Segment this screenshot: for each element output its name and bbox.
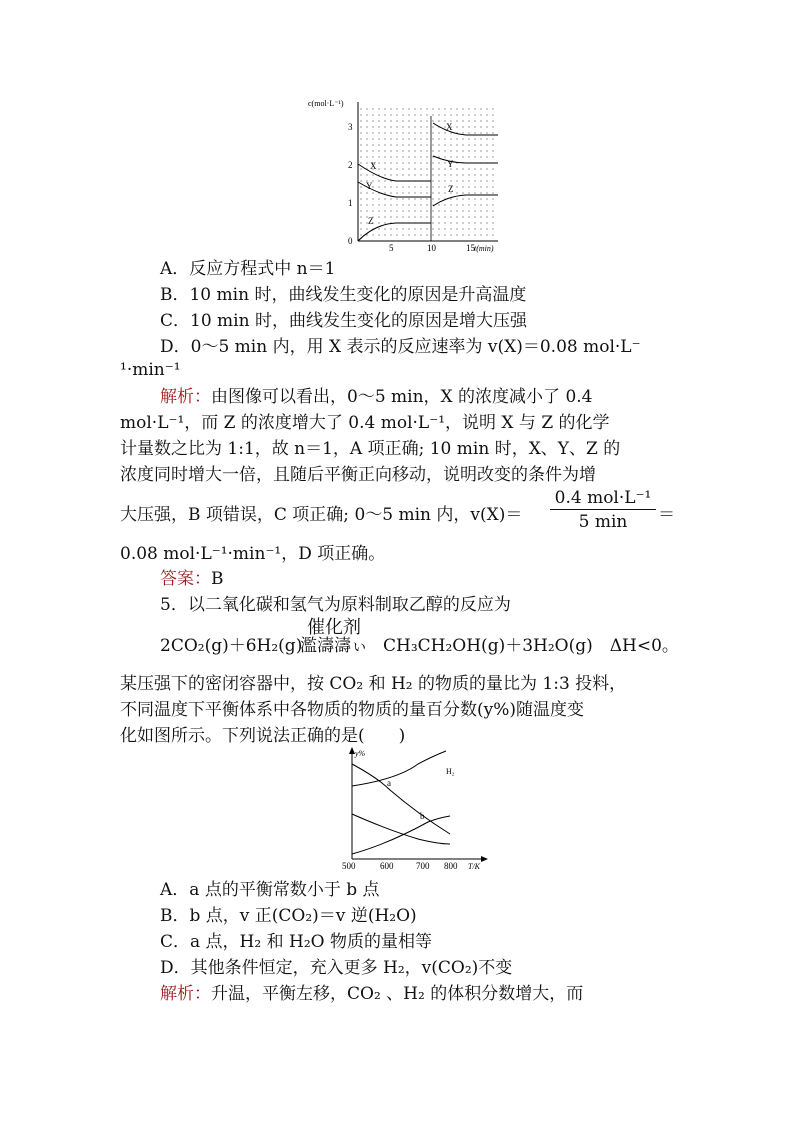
answer-value: B bbox=[211, 569, 224, 589]
q5-stem: 某压强下的密闭容器中，按 CO₂ 和 H₂ 的物质的量比为 1:3 投料， bbox=[120, 674, 627, 694]
x-axis-label: T/K bbox=[468, 862, 481, 871]
curve-label: X bbox=[370, 161, 377, 171]
q4-explanation-line bbox=[160, 385, 593, 409]
q4-explanation-text: 0.08 mol·L⁻¹·min⁻¹，D 项正确。 bbox=[120, 544, 386, 564]
curve-descending-1 bbox=[352, 764, 450, 834]
q4-explanation-text: 浓度同时增大一倍，且随后平衡正向移动，说明改变的条件为增 bbox=[120, 465, 596, 485]
q4-option-c: C．10 min 时，曲线发生变化的原因是增大压强 bbox=[160, 311, 527, 331]
y-tick: 1 bbox=[348, 198, 353, 208]
explanation-label: 解析： bbox=[160, 387, 211, 407]
point-b-label: b bbox=[420, 811, 425, 821]
answer-label: 答案： bbox=[160, 569, 211, 589]
q5-stem: 5．以二氧化碳和氢气为原料制取乙醇的反应为 bbox=[160, 595, 511, 615]
q5-stem: 不同温度下平衡体系中各物质的物质的量百分数(y%)随温度变 bbox=[120, 700, 585, 720]
x-tick: 600 bbox=[380, 861, 394, 871]
y-axis-label: y% bbox=[355, 749, 366, 758]
q5-option-c: C．a 点，H₂ 和 H₂O 物质的量相等 bbox=[160, 932, 432, 952]
y-tick: 0 bbox=[348, 236, 353, 246]
curve-label: Y bbox=[447, 159, 454, 169]
q4-option-d: D．0～5 min 内，用 X 表示的反应速率为 v(X)＝0.08 mol·L⁻ bbox=[160, 337, 641, 357]
curve-label: X bbox=[446, 122, 453, 132]
q5-stem: 化如图所示。下列说法正确的是( ) bbox=[120, 726, 406, 746]
q5-explanation-line bbox=[160, 982, 583, 1006]
q4-option-b: B．10 min 时，曲线发生变化的原因是升高温度 bbox=[160, 285, 527, 305]
h2-label: H₂ bbox=[446, 767, 455, 776]
point-a-label: a bbox=[387, 778, 391, 788]
fraction-equals: ＝ bbox=[658, 505, 675, 525]
q4-explanation-text: mol·L⁻¹，而 Z 的浓度增大了 0.4 mol·L⁻¹，说明 X 与 Z 的化学 bbox=[120, 413, 610, 433]
q4-explanation-text: 大压强，B 项错误，C 项正确; 0～5 min 内，v(X)＝ bbox=[120, 505, 523, 525]
curve-ascending bbox=[352, 816, 450, 854]
x-tick: 15 bbox=[466, 243, 475, 253]
q5-option-d: D．其他条件恒定，充入更多 H₂，v(CO₂)不变 bbox=[160, 958, 513, 978]
q4-explanation-text: 计量数之比为 1:1，故 n＝1，A 项正确; 10 min 时，X、Y、Z 的 bbox=[120, 439, 621, 459]
explanation-text: 升温，平衡左移，CO₂ 、H₂ 的体积分数增大，而 bbox=[211, 984, 584, 1004]
y-tick: 2 bbox=[348, 160, 353, 170]
q5-option-b: B．b 点，v 正(CO₂)＝v 逆(H₂O) bbox=[160, 906, 417, 926]
x-tick: 10 bbox=[427, 243, 436, 253]
y-tick: 3 bbox=[348, 122, 353, 132]
fraction-numerator: 0.4 mol·L⁻¹ bbox=[550, 487, 656, 510]
q5-equation-right: CH₃CH₂OH(g)＋3H₂O(g) ΔH<0。 bbox=[383, 636, 679, 656]
q5-equation-left: 2CO₂(g)＋6H₂(g) bbox=[160, 636, 303, 656]
curve-label: Z bbox=[368, 216, 374, 226]
q4-option-d-cont: ¹·min⁻¹ bbox=[120, 360, 181, 380]
curve-label: Y bbox=[366, 181, 373, 191]
curve-label: Z bbox=[448, 184, 454, 194]
x-tick: 700 bbox=[416, 861, 430, 871]
y-axis-label: c(mol·L⁻¹) bbox=[308, 99, 344, 108]
x-axis-label: t(min) bbox=[474, 244, 494, 253]
curve-h2 bbox=[352, 751, 446, 786]
concentration-time-graph bbox=[300, 96, 500, 254]
x-tick: 800 bbox=[444, 861, 458, 871]
x-tick: 500 bbox=[342, 861, 356, 871]
q4-option-a: A．反应方程式中 n＝1 bbox=[160, 259, 336, 279]
catalyst-label: 催化剂 bbox=[307, 617, 361, 638]
rate-fraction bbox=[550, 487, 656, 534]
x-tick: 5 bbox=[389, 243, 394, 253]
fraction-denominator: 5 min bbox=[578, 512, 628, 532]
q4-answer bbox=[160, 567, 224, 591]
explanation-text: 由图像可以看出，0～5 min，X 的浓度减小了 0.4 bbox=[211, 387, 593, 407]
catalyst-garbled: 濫濤濤ぃ bbox=[300, 636, 368, 656]
q5-option-a: A．a 点的平衡常数小于 b 点 bbox=[160, 880, 380, 900]
curve-descending-2 bbox=[352, 814, 450, 844]
mole-fraction-temperature-graph bbox=[338, 744, 490, 874]
explanation-label: 解析： bbox=[160, 984, 211, 1004]
